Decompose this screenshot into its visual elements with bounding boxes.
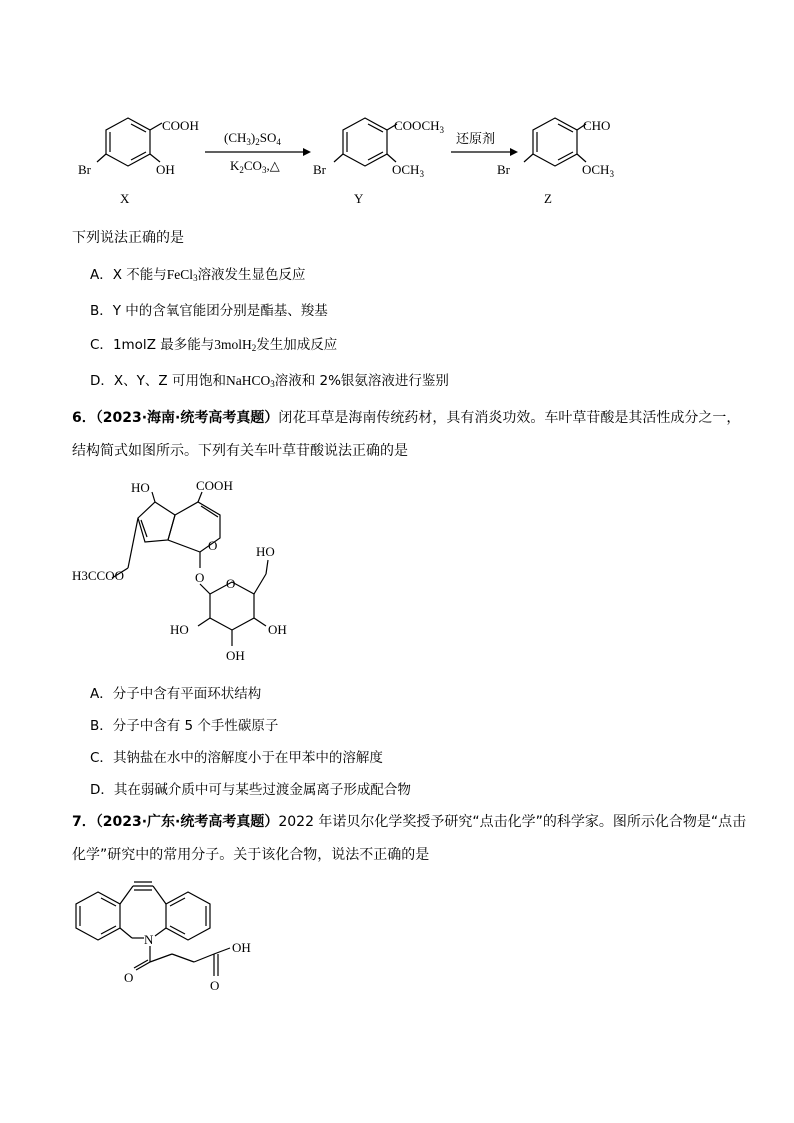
q6-head: 6．（2023·海南·统考高考真题） bbox=[72, 410, 279, 426]
s7-o2: O bbox=[210, 978, 220, 993]
s6-ho-ch2: HO bbox=[256, 544, 275, 559]
s6-oh-right: OH bbox=[268, 622, 287, 637]
option-letter: D． bbox=[90, 782, 114, 798]
z-och3-label: $OCH_3$ bbox=[582, 162, 614, 179]
s6-o-link: O bbox=[195, 570, 205, 585]
option-letter: D． bbox=[90, 373, 114, 389]
arrow1-reagent-top: $(CH_3)_2SO_4$ bbox=[224, 130, 281, 147]
q7-question-line2: 化学”研究中的常用分子。关于该化合物，说法不正确的是 bbox=[72, 847, 430, 863]
z-cho-label: CHO bbox=[583, 118, 611, 133]
compound-z-structure bbox=[497, 118, 614, 206]
q5-option-b: B．Y 中的含氧官能团分别是酯基、羧基 bbox=[90, 303, 328, 319]
x-oh-label: OH bbox=[156, 162, 175, 177]
option-letter: C． bbox=[90, 337, 113, 353]
s6-oh-bottom: OH bbox=[226, 648, 245, 663]
arrow1-reagent-bottom: $K_2CO_3,\triangle$ bbox=[230, 158, 280, 175]
s6-o-sugar: O bbox=[226, 576, 236, 591]
z-label: Z bbox=[544, 191, 552, 206]
q6-option-a: A．分子中含有平面环状结构 bbox=[90, 686, 262, 702]
q6-option-d: D．其在弱碱介质中可与某些过渡金属离子形成配合物 bbox=[90, 782, 411, 798]
reaction-arrow-1 bbox=[205, 130, 311, 175]
s6-acetyl: H3CCOO bbox=[72, 568, 125, 583]
s6-ho-left: HO bbox=[170, 622, 189, 637]
option-letter: C． bbox=[90, 750, 113, 766]
s7-oh: OH bbox=[232, 940, 251, 955]
q6-question-line1: 6．（2023·海南·统考高考真题）闭花耳草是海南传统药材，具有消炎功效。车叶草苷酸是其活性成分之一， bbox=[72, 410, 741, 426]
s6-ho-top: HO bbox=[131, 480, 150, 495]
q5-stem: 下列说法正确的是 bbox=[72, 230, 184, 246]
arrow2-reagent-top: 还原剂 bbox=[456, 132, 496, 147]
y-label: Y bbox=[354, 191, 364, 206]
s7-o1: O bbox=[124, 970, 134, 985]
y-br-label: Br bbox=[313, 162, 326, 177]
option-letter: A． bbox=[90, 686, 113, 702]
option-letter: A． bbox=[90, 267, 113, 283]
option-letter: B． bbox=[90, 718, 113, 734]
q5-option-d: D．X、Y、Z 可用饱和NaHCO$_3$溶液和 2%银氨溶液进行鉴别 bbox=[90, 373, 449, 389]
y-cooch3-label: $COOCH_3$ bbox=[394, 118, 445, 135]
s6-o-ring: O bbox=[208, 538, 218, 553]
q6-option-c: C．其钠盐在水中的溶解度小于在甲苯中的溶解度 bbox=[90, 750, 383, 766]
y-och3-label: $OCH_3$ bbox=[392, 162, 424, 179]
reaction-arrow-2 bbox=[451, 132, 518, 156]
x-label: X bbox=[120, 191, 130, 206]
q7-head: 7．（2023·广东·统考高考真题） bbox=[72, 814, 279, 830]
x-cooh-label: COOH bbox=[162, 118, 199, 133]
s6-cooh: COOH bbox=[196, 478, 233, 493]
x-br-label: Br bbox=[78, 162, 91, 177]
z-br-label: Br bbox=[497, 162, 510, 177]
s7-n: N bbox=[144, 932, 154, 947]
compound-x-structure bbox=[78, 118, 199, 206]
q7-question-line1: 7．（2023·广东·统考高考真题）2022 年诺贝尔化学奖授予研究“点击化学”的科学家。图所示化合物是“点击 bbox=[72, 814, 747, 830]
q6-question-line2: 结构简式如图所示。下列有关车叶草苷酸说法正确的是 bbox=[72, 443, 408, 459]
q6-option-b: B．分子中含有 5 个手性碳原子 bbox=[90, 718, 279, 734]
option-letter: B． bbox=[90, 303, 113, 319]
compound-y-structure bbox=[313, 118, 445, 206]
q5-option-c: C．1molZ 最多能与3molH$_2$发生加成反应 bbox=[90, 337, 338, 353]
q5-option-a: A．X 不能与FeCl$_3$溶液发生显色反应 bbox=[90, 267, 306, 283]
